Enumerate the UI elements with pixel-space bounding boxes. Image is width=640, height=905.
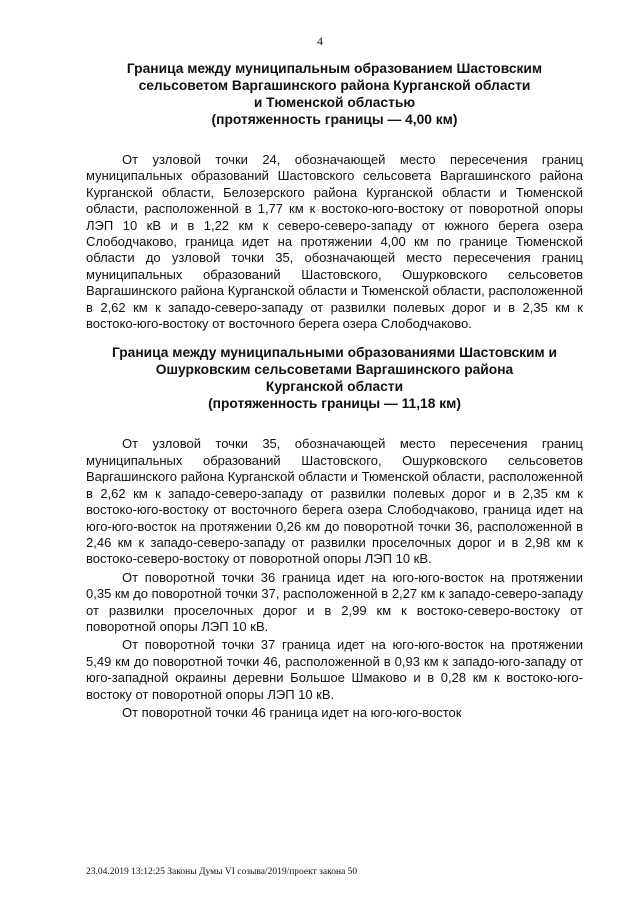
section-heading xyxy=(86,60,583,128)
body-paragraph: От узловой точки 24, обозначающей место пересечения границ муниципальных образований Шастовского сельсовета Варгашинского района Курганской области, Белозерского района Курганской области и Тюменской области, расположенной в 1,77 км к востоко-юго-востоку от поворотной опоры ЛЭП 10 кВ и в 1,22 км к северо-северо-западу от южного берега озера Слободчаково, граница идет на протяжении 4,00 км по границе Тюменской области до узловой точки 35, обозначающей место пересечения границ муниципальных образований Шастовского, Ошурковского сельсоветов Варгашинского района Курганской области и Тюменской области, расположенной в 2,62 км к западо-северо-западу от развилки полевых дорог и в 2,35 км к востоко-юго-востоку от восточного берега озера Слободчаково. xyxy=(86,152,583,332)
page-number: 4 xyxy=(317,34,323,48)
heading-length-line: (протяженность границы — 11,18 км) xyxy=(208,396,461,412)
heading-line: сельсоветом Варгашинского района Курганской области xyxy=(138,78,531,93)
heading-line: и Тюменской областью xyxy=(253,95,416,110)
body-paragraph: От узловой точки 35, обозначающей место пересечения границ муниципальных образований Шастовского, Ошурковского сельсоветов Варгашинского района Курганской области и Тюменской области, расположенной в 2,62 км к западо-северо-западу от развилки полевых дорог и в 2,35 км к востоко-юго-востоку от восточного берега озера Слободчаково, граница идет на юго-юго-восток на протяжении 0,26 км до поворотной точки 36, расположенной в 2,46 км к западо-северо-западу от развилки проселочных дорог и в 2,98 км к востоко-северо-востоку от поворотной опоры ЛЭП 10 кВ. xyxy=(86,436,583,567)
body-paragraph: От поворотной точки 46 граница идет на юго-юго-восток xyxy=(122,704,462,720)
document-body xyxy=(86,60,583,721)
section-shastovsky-tyumen xyxy=(86,60,583,332)
heading-line: Граница между муниципальными образованиями Шастовским и xyxy=(111,345,558,361)
heading-line: Курганской области xyxy=(265,379,404,395)
heading-length-line: (протяженность границы — 4,00 км) xyxy=(211,112,458,127)
heading-line: Ошурковским сельсоветами Варгашинского района xyxy=(155,362,514,378)
body-paragraph: От поворотной точки 36 граница идет на юго-юго-восток на протяжении 0,35 км до поворотной точки 37, расположенной в 2,27 км к западо-северо-западу от развилки проселочных дорог и в 2,99 км к востоко-северо-востоку от поворотной опоры ЛЭП 10 кВ. xyxy=(86,569,583,634)
section-shastovsky-oshurkovsky xyxy=(86,344,583,721)
body-paragraph: От поворотной точки 37 граница идет на юго-юго-восток на протяжении 5,49 км до поворотной точки 46, расположенной в 0,93 км к западо-юго-западу от юго-западной окраины деревни Большое Шмаково и в 0,28 км к востоко-юго-востоку от поворотной опоры ЛЭП 10 кВ. xyxy=(86,637,583,702)
heading-line: Граница между муниципальным образованием Шастовским xyxy=(126,61,543,76)
section-heading xyxy=(86,344,583,412)
footer-file-path: 23.04.2019 13:12:25 Законы Думы VI созыва/2019/проект закона 50 xyxy=(86,867,358,877)
